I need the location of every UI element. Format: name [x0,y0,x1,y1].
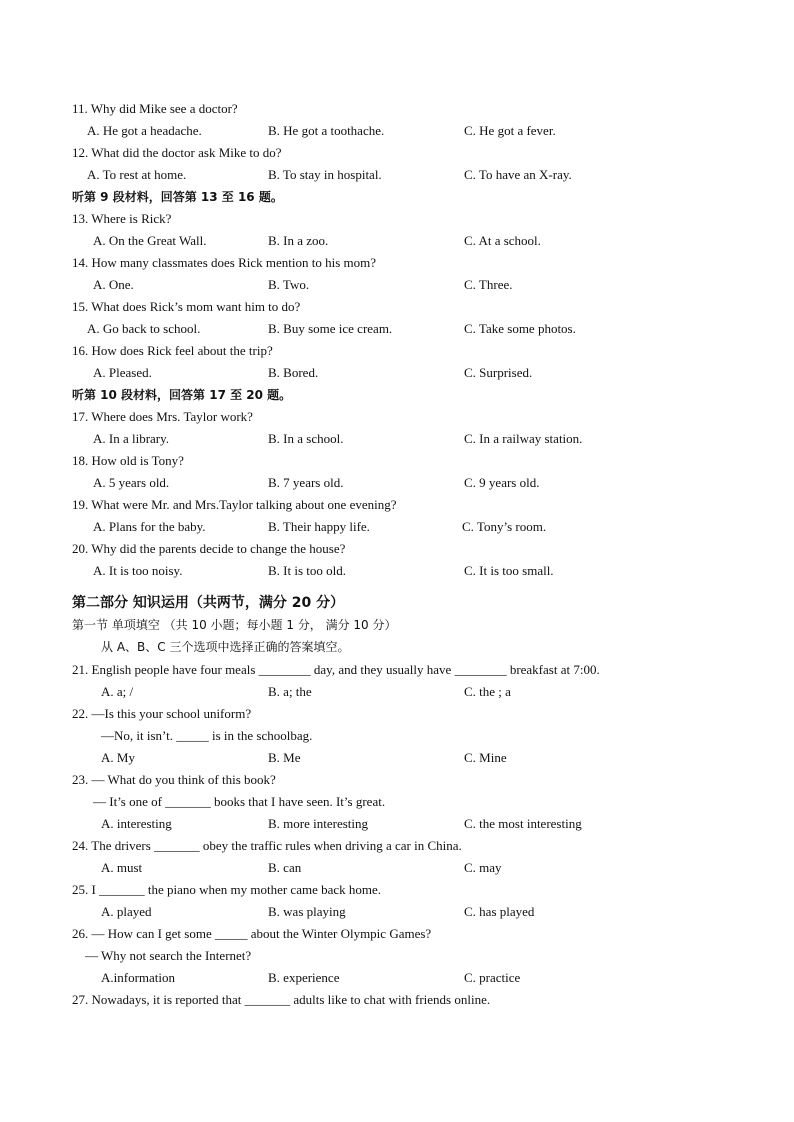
question-19-option-b: B. Their happy life. [268,519,370,534]
question-21-option-a: A. a; / [101,684,134,699]
question-18-option-b: B. 7 years old. [268,475,344,490]
question-16-option-b: B. Bored. [268,365,319,380]
question-17-option-b: B. In a school. [268,431,344,446]
question-12-stem: 12. What did the doctor ask Mike to do? [72,145,282,160]
question-14-option-c: C. Three. [464,277,513,292]
question-17-option-a: A. In a library. [93,431,170,446]
question-20-stem: 20. Why did the parents decide to change the house? [72,541,346,556]
question-26-stem-line-2: — Why not search the Internet? [85,948,252,963]
question-13-option-b: B. In a zoo. [268,233,329,248]
question-26-option-a: A.information [101,970,176,985]
question-25-option-c: C. has played [464,904,535,919]
question-13-option-c: C. At a school. [464,233,541,248]
question-12-option-b: B. To stay in hospital. [268,167,382,182]
question-21-option-b: B. a; the [268,684,312,699]
question-15-option-b: B. Buy some ice cream. [268,321,393,336]
question-24-stem: 24. The drivers _______ obey the traffic rules when driving a car in China. [72,838,462,853]
section-1-instruction: 从 A、B、C 三个选项中选择正确的答案填空。 [101,640,350,654]
question-23-option-a: A. interesting [101,816,172,831]
question-23-stem-line-2: — It’s one of _______ books that I have seen. It’s great. [93,794,386,809]
question-16-option-c: C. Surprised. [464,365,533,380]
question-13-stem: 13. Where is Rick? [72,211,172,226]
question-22-stem-line-2: —No, it isn’t. _____ is in the schoolbag. [101,728,313,743]
question-23-stem: 23. — What do you think of this book? [72,772,276,787]
question-25-stem: 25. I _______ the piano when my mother came back home. [72,882,382,897]
question-14-option-a: A. One. [93,277,134,292]
question-24-option-c: C. may [464,860,502,875]
question-19-option-c: C. Tony’s room. [462,519,547,534]
question-25-option-b: B. was playing [268,904,346,919]
question-15-option-a: A. Go back to school. [87,321,201,336]
question-18-option-c: C. 9 years old. [464,475,540,490]
question-17-stem: 17. Where does Mrs. Taylor work? [72,409,253,424]
section-1-heading: 第一节 单项填空 （共 10 小题；每小题 1 分， 满分 10 分） [72,618,397,632]
question-26-stem: 26. — How can I get some _____ about the Winter Olympic Games? [72,926,432,941]
question-26-option-b: B. experience [268,970,340,985]
question-11-option-a: A. He got a headache. [87,123,202,138]
question-21-stem: 21. English people have four meals ________ day, and they usually have ________ breakfast at 7:00. [72,662,600,677]
question-20-option-b: B. It is too old. [268,563,347,578]
question-19-stem: 19. What were Mr. and Mrs.Taylor talking about one evening? [72,497,397,512]
question-27-stem: 27. Nowadays, it is reported that _______ adults like to chat with friends online. [72,992,491,1007]
question-20-option-c: C. It is too small. [464,563,554,578]
question-14-stem: 14. How many classmates does Rick mention to his mom? [72,255,377,270]
section-9-heading: 听第 9 段材料，回答第 13 至 16 题。 [72,190,283,204]
question-21-option-c: C. the ; a [464,684,511,699]
question-15-option-c: C. Take some photos. [464,321,576,336]
question-22-option-a: A. My [101,750,135,765]
question-15-stem: 15. What does Rick’s mom want him to do? [72,299,301,314]
question-23-option-c: C. the most interesting [464,816,582,831]
question-11-option-b: B. He got a toothache. [268,123,385,138]
question-20-option-a: A. It is too noisy. [93,563,183,578]
question-26-option-c: C. practice [464,970,521,985]
part-2-title: 第二部分 知识运用（共两节，满分 20 分） [72,595,345,611]
question-16-stem: 16. How does Rick feel about the trip? [72,343,273,358]
question-22-option-b: B. Me [268,750,301,765]
question-11-stem: 11. Why did Mike see a doctor? [72,101,238,116]
question-11-option-c: C. He got a fever. [464,123,556,138]
question-24-option-b: B. can [268,860,302,875]
question-12-option-a: A. To rest at home. [87,167,187,182]
question-19-option-a: A. Plans for the baby. [93,519,206,534]
question-16-option-a: A. Pleased. [93,365,152,380]
section-10-heading: 听第 10 段材料，回答第 17 至 20 题。 [72,388,292,402]
question-14-option-b: B. Two. [268,277,310,292]
question-18-option-a: A. 5 years old. [93,475,170,490]
question-23-option-b: B. more interesting [268,816,369,831]
question-17-option-c: C. In a railway station. [464,431,583,446]
question-24-option-a: A. must [101,860,143,875]
question-25-option-a: A. played [101,904,152,919]
question-12-option-c: C. To have an X-ray. [464,167,572,182]
question-22-stem: 22. —Is this your school uniform? [72,706,252,721]
question-22-option-c: C. Mine [464,750,507,765]
question-13-option-a: A. On the Great Wall. [93,233,207,248]
question-18-stem: 18. How old is Tony? [72,453,184,468]
